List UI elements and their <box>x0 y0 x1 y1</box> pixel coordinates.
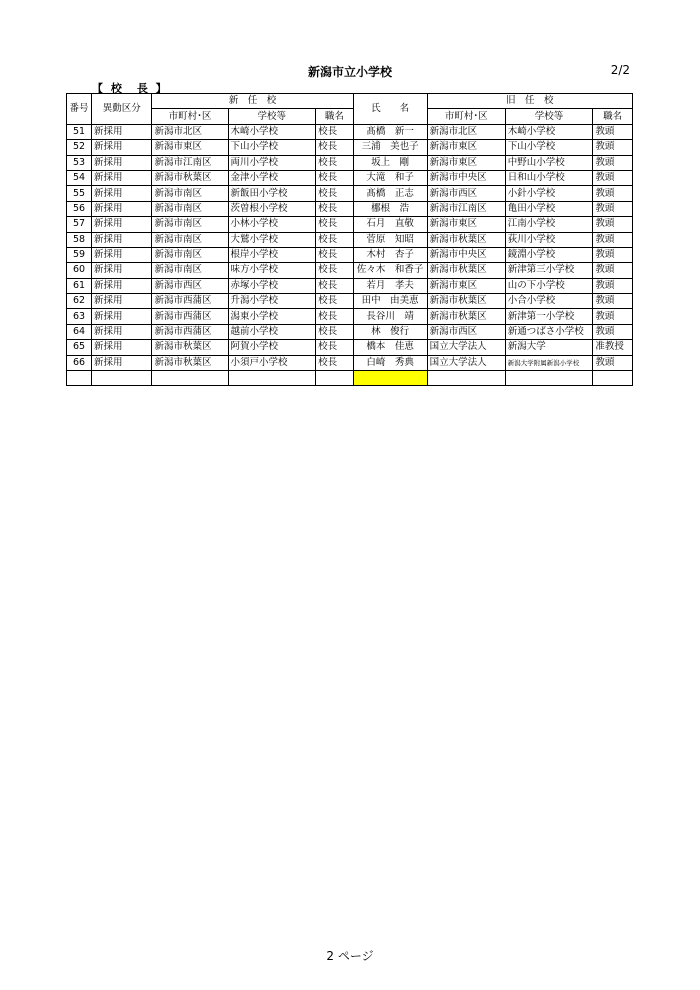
col-old-post: 旧 任 校 <box>427 94 632 109</box>
row-old-school: 新潟大学 <box>505 340 593 355</box>
row-old-school: 小針小学校 <box>505 186 593 201</box>
row-old-school: 鏡淵小学校 <box>505 247 593 262</box>
row-new-school: 小林小学校 <box>228 217 316 232</box>
row-old-position: 教頭 <box>593 124 633 139</box>
row-old-position: 教頭 <box>593 247 633 262</box>
row-new-municipality: 新潟市秋葉区 <box>152 340 228 355</box>
row-old-municipality: 新潟市秋葉区 <box>427 263 505 278</box>
row-transfer-type: 新採用 <box>92 201 152 216</box>
col-new-municipality: 市町村･区 <box>152 109 228 124</box>
row-number: 66 <box>67 355 92 370</box>
row-new-municipality: 新潟市南区 <box>152 247 228 262</box>
row-old-municipality: 新潟市西区 <box>427 186 505 201</box>
page-footer: 2 ページ <box>326 949 374 963</box>
row-new-position: 校長 <box>316 201 354 216</box>
row-name: 大滝 和子 <box>353 170 427 185</box>
row-new-position: 校長 <box>316 247 354 262</box>
row-new-position: 校長 <box>316 263 354 278</box>
row-number: 51 <box>67 124 92 139</box>
row-old-municipality: 新潟市秋葉区 <box>427 309 505 324</box>
empty-cell <box>92 371 152 386</box>
row-old-municipality: 新潟市東区 <box>427 278 505 293</box>
row-number: 60 <box>67 263 92 278</box>
table-row <box>67 170 633 185</box>
row-name: 梛根 浩 <box>353 201 427 216</box>
table-row <box>67 340 633 355</box>
row-old-school: 新通つばさ小学校 <box>505 324 593 339</box>
empty-cell <box>228 371 316 386</box>
row-old-municipality: 新潟市秋葉区 <box>427 232 505 247</box>
table-row <box>67 247 633 262</box>
row-old-position: 教頭 <box>593 278 633 293</box>
row-transfer-type: 新採用 <box>92 263 152 278</box>
row-number: 54 <box>67 170 92 185</box>
row-old-position: 教頭 <box>593 355 633 370</box>
row-new-municipality: 新潟市西蒲区 <box>152 294 228 309</box>
row-name: 佐々木 和香子 <box>353 263 427 278</box>
row-number: 57 <box>67 217 92 232</box>
row-name: 木村 杏子 <box>353 247 427 262</box>
row-transfer-type: 新採用 <box>92 170 152 185</box>
col-transfer-type: 異動区分 <box>92 94 152 125</box>
table-row <box>67 355 633 370</box>
row-new-position: 校長 <box>316 170 354 185</box>
row-old-position: 教頭 <box>593 309 633 324</box>
row-new-municipality: 新潟市南区 <box>152 263 228 278</box>
row-old-position: 教頭 <box>593 186 633 201</box>
row-new-school: 金津小学校 <box>228 170 316 185</box>
row-old-school: 下山小学校 <box>505 140 593 155</box>
row-new-school: 両川小学校 <box>228 155 316 170</box>
col-number: 番号 <box>67 94 92 125</box>
row-number: 59 <box>67 247 92 262</box>
row-old-school: 江南小学校 <box>505 217 593 232</box>
row-new-municipality: 新潟市南区 <box>152 232 228 247</box>
row-new-municipality: 新潟市南区 <box>152 186 228 201</box>
row-transfer-type: 新採用 <box>92 355 152 370</box>
row-name: 田中 由美恵 <box>353 294 427 309</box>
row-new-school: 新飯田小学校 <box>228 186 316 201</box>
row-old-municipality: 新潟市中央区 <box>427 170 505 185</box>
table-row <box>67 140 633 155</box>
row-transfer-type: 新採用 <box>92 155 152 170</box>
row-name: 若月 孝夫 <box>353 278 427 293</box>
col-new-school: 学校等 <box>228 109 316 124</box>
row-old-school: 小合小学校 <box>505 294 593 309</box>
table-row <box>67 201 633 216</box>
row-new-municipality: 新潟市秋葉区 <box>152 170 228 185</box>
row-old-school: 中野山小学校 <box>505 155 593 170</box>
col-old-school: 学校等 <box>505 109 593 124</box>
row-old-municipality: 新潟市東区 <box>427 217 505 232</box>
row-new-school: 阿賀小学校 <box>228 340 316 355</box>
row-new-municipality: 新潟市西蒲区 <box>152 324 228 339</box>
row-new-position: 校長 <box>316 140 354 155</box>
empty-cell <box>316 371 354 386</box>
table-row <box>67 294 633 309</box>
row-old-municipality: 新潟市秋葉区 <box>427 294 505 309</box>
table-row <box>67 186 633 201</box>
empty-name-cell-highlighted <box>353 371 427 386</box>
col-old-municipality: 市町村･区 <box>427 109 505 124</box>
row-new-municipality: 新潟市西区 <box>152 278 228 293</box>
row-name: 橋本 佳恵 <box>353 340 427 355</box>
row-old-municipality: 新潟市東区 <box>427 140 505 155</box>
header-row-1 <box>67 94 633 109</box>
row-old-municipality: 国立大学法人 <box>427 340 505 355</box>
row-old-position: 教頭 <box>593 294 633 309</box>
table-row <box>67 155 633 170</box>
table-row <box>67 124 633 139</box>
row-old-position: 教頭 <box>593 140 633 155</box>
row-new-position: 校長 <box>316 155 354 170</box>
row-new-position: 校長 <box>316 294 354 309</box>
row-old-municipality: 新潟市東区 <box>427 155 505 170</box>
row-old-school: 新潟大学附属新潟小学校 <box>505 355 593 370</box>
row-name: 三浦 美也子 <box>353 140 427 155</box>
row-number: 62 <box>67 294 92 309</box>
row-new-school: 茨曽根小学校 <box>228 201 316 216</box>
row-old-position: 教頭 <box>593 170 633 185</box>
row-new-school: 大鷲小学校 <box>228 232 316 247</box>
row-new-municipality: 新潟市西蒲区 <box>152 309 228 324</box>
row-old-school: 荻川小学校 <box>505 232 593 247</box>
row-new-position: 校長 <box>316 324 354 339</box>
row-number: 63 <box>67 309 92 324</box>
personnel-table <box>66 93 633 386</box>
row-old-school: 新津第一小学校 <box>505 309 593 324</box>
header-row-2 <box>67 109 633 124</box>
row-new-school: 越前小学校 <box>228 324 316 339</box>
row-new-position: 校長 <box>316 278 354 293</box>
col-old-position: 職名 <box>593 109 633 124</box>
row-new-school: 味方小学校 <box>228 263 316 278</box>
row-name: 白崎 秀典 <box>353 355 427 370</box>
empty-cell <box>67 371 92 386</box>
row-new-municipality: 新潟市秋葉区 <box>152 355 228 370</box>
row-number: 56 <box>67 201 92 216</box>
row-new-position: 校長 <box>316 186 354 201</box>
row-old-municipality: 新潟市北区 <box>427 124 505 139</box>
row-old-position: 教頭 <box>593 324 633 339</box>
row-transfer-type: 新採用 <box>92 247 152 262</box>
row-transfer-type: 新採用 <box>92 186 152 201</box>
row-name: 髙橋 新一 <box>353 124 427 139</box>
row-new-position: 校長 <box>316 124 354 139</box>
row-transfer-type: 新採用 <box>92 340 152 355</box>
row-new-municipality: 新潟市南区 <box>152 201 228 216</box>
empty-cell <box>505 371 593 386</box>
page-indicator: 2/2 <box>610 63 630 77</box>
row-transfer-type: 新採用 <box>92 217 152 232</box>
row-old-position: 教頭 <box>593 201 633 216</box>
row-number: 52 <box>67 140 92 155</box>
col-name: 氏 名 <box>353 94 427 125</box>
row-transfer-type: 新採用 <box>92 232 152 247</box>
section-label: 【 校 長 】 <box>92 82 169 95</box>
row-transfer-type: 新採用 <box>92 294 152 309</box>
row-old-municipality: 新潟市西区 <box>427 324 505 339</box>
row-new-position: 校長 <box>316 340 354 355</box>
row-new-municipality: 新潟市南区 <box>152 217 228 232</box>
row-old-school: 日和山小学校 <box>505 170 593 185</box>
row-new-municipality: 新潟市東区 <box>152 140 228 155</box>
row-name: 菅原 知昭 <box>353 232 427 247</box>
row-new-position: 校長 <box>316 232 354 247</box>
row-new-position: 校長 <box>316 217 354 232</box>
row-name: 髙橋 正志 <box>353 186 427 201</box>
document-title: 新潟市立小学校 <box>307 65 392 79</box>
row-new-school: 升潟小学校 <box>228 294 316 309</box>
row-old-school: 新津第三小学校 <box>505 263 593 278</box>
row-new-municipality: 新潟市江南区 <box>152 155 228 170</box>
col-new-post: 新 任 校 <box>152 94 353 109</box>
row-old-municipality: 新潟市江南区 <box>427 201 505 216</box>
row-transfer-type: 新採用 <box>92 278 152 293</box>
row-number: 55 <box>67 186 92 201</box>
row-old-municipality: 国立大学法人 <box>427 355 505 370</box>
row-new-position: 校長 <box>316 309 354 324</box>
row-transfer-type: 新採用 <box>92 324 152 339</box>
row-transfer-type: 新採用 <box>92 124 152 139</box>
table-row <box>67 263 633 278</box>
row-old-position: 教頭 <box>593 263 633 278</box>
row-number: 64 <box>67 324 92 339</box>
table-row <box>67 217 633 232</box>
row-old-school: 山の下小学校 <box>505 278 593 293</box>
row-new-school: 木崎小学校 <box>228 124 316 139</box>
row-old-position: 教頭 <box>593 232 633 247</box>
row-name: 長谷川 靖 <box>353 309 427 324</box>
row-old-school: 木崎小学校 <box>505 124 593 139</box>
table-row-empty <box>67 371 633 386</box>
empty-cell <box>593 371 633 386</box>
row-name: 林 俊行 <box>353 324 427 339</box>
table-body <box>67 124 633 386</box>
row-number: 58 <box>67 232 92 247</box>
row-new-position: 校長 <box>316 355 354 370</box>
row-old-municipality: 新潟市中央区 <box>427 247 505 262</box>
row-transfer-type: 新採用 <box>92 309 152 324</box>
empty-cell <box>427 371 505 386</box>
row-new-school: 潟東小学校 <box>228 309 316 324</box>
row-new-municipality: 新潟市北区 <box>152 124 228 139</box>
row-old-position: 教頭 <box>593 217 633 232</box>
row-number: 61 <box>67 278 92 293</box>
row-number: 53 <box>67 155 92 170</box>
row-old-position: 教頭 <box>593 155 633 170</box>
empty-cell <box>152 371 228 386</box>
row-name: 坂上 剛 <box>353 155 427 170</box>
row-transfer-type: 新採用 <box>92 140 152 155</box>
row-new-school: 根岸小学校 <box>228 247 316 262</box>
row-new-school: 下山小学校 <box>228 140 316 155</box>
row-old-position: 准教授 <box>593 340 633 355</box>
table-row <box>67 309 633 324</box>
row-new-school: 赤塚小学校 <box>228 278 316 293</box>
table-row <box>67 324 633 339</box>
table-row <box>67 232 633 247</box>
row-name: 石月 直敬 <box>353 217 427 232</box>
row-old-school: 亀田小学校 <box>505 201 593 216</box>
table-row <box>67 278 633 293</box>
col-new-position: 職名 <box>316 109 354 124</box>
row-new-school: 小須戸小学校 <box>228 355 316 370</box>
row-number: 65 <box>67 340 92 355</box>
